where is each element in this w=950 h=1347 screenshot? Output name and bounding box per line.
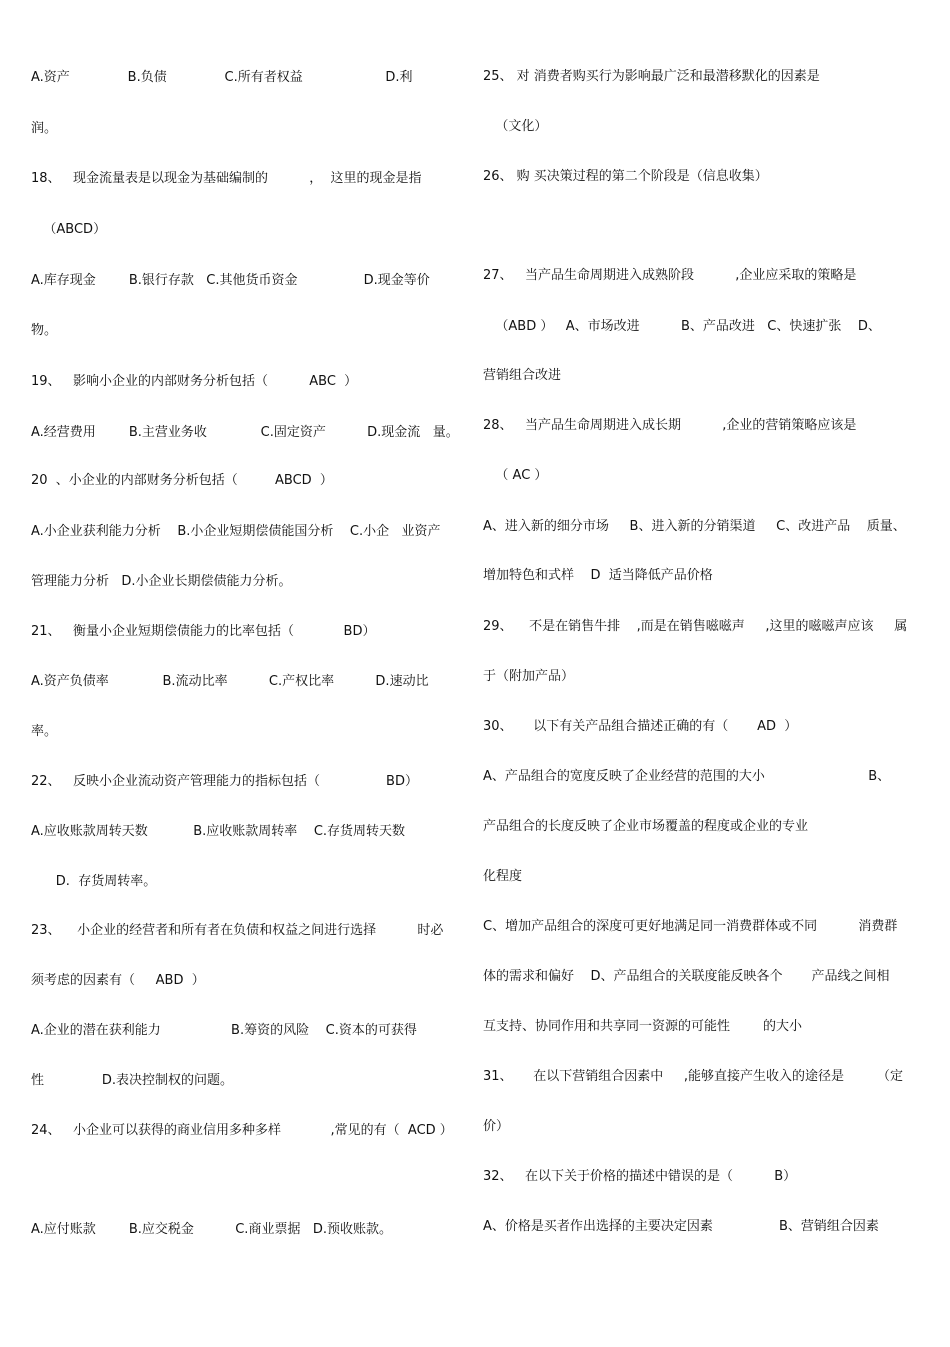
text-line: D. 存货周转率。 (31, 874, 157, 889)
text-line: 28、 当产品生命周期进入成长期 ,企业的营销策略应该是 (483, 418, 857, 433)
text-line: 化程度 (483, 869, 523, 884)
text-line: 管理能力分析 D.小企业长期偿债能力分析。 (31, 574, 292, 589)
text-line: 30、 以下有关产品组合描述正确的有（ AD ） (483, 719, 798, 734)
text-line: C、增加产品组合的深度可更好地满足同一消费群体或不同 消费群 (483, 919, 898, 934)
text-line: 体的需求和偏好 D、产品组合的关联度能反映各个 产品线之间相 (483, 969, 890, 984)
text-line: A.资产负债率 B.流动比率 C.产权比率 D.速动比 (31, 674, 429, 689)
text-line: 增加特色和式样 D 适当降低产品价格 (483, 568, 713, 583)
text-line: 23、 小企业的经营者和所有者在负债和权益之间进行选择 时必 (31, 923, 444, 938)
text-line: 18、 现金流量表是以现金为基础编制的 ， 这里的现金是指 (31, 171, 422, 186)
text-line: A.库存现金 B.银行存款 C.其他货币资金 D.现金等价 (31, 273, 430, 288)
text-line: 24、 小企业可以获得的商业信用多种多样 ,常见的有（ ACD ） (31, 1123, 453, 1138)
text-line: A、产品组合的宽度反映了企业经营的范围的大小 B、 (483, 769, 891, 784)
text-line: 22、 反映小企业流动资产管理能力的指标包括（ BD） (31, 774, 418, 789)
text-line: 19、 影响小企业的内部财务分析包括（ ABC ） (31, 374, 358, 389)
text-line: （ABCD） (31, 222, 107, 237)
text-line: 营销组合改进 (483, 368, 562, 383)
text-line: A.小企业获利能力分析 B.小企业短期偿债能国分析 C.小企 业资产 (31, 524, 441, 539)
text-line: 产品组合的长度反映了企业市场覆盖的程度或企业的专业 (483, 819, 809, 834)
text-line: 性 D.表决控制权的问题。 (31, 1073, 233, 1088)
text-line: A.经营费用 B.主营业务收 C.固定资产 D.现金流 量。 (31, 425, 459, 440)
text-line: 价） (483, 1119, 510, 1134)
text-line: 20 、小企业的内部财务分析包括（ ABCD ） (31, 473, 333, 488)
text-line: A.应收账款周转天数 B.应收账款周转率 C.存货周转天数 (31, 824, 406, 839)
text-line: A.资产 B.负债 C.所有者权益 D.利 (31, 70, 413, 85)
text-line: 31、 在以下营销组合因素中 ,能够直接产生收入的途径是 （定 (483, 1069, 904, 1084)
text-line: 于（附加产品） (483, 669, 575, 684)
text-line: （ AC ） (483, 468, 548, 483)
text-line: 32、 在以下关于价格的描述中错误的是（ B） (483, 1169, 797, 1184)
text-line: A、价格是买者作出选择的主要决定因素 B、营销组合因素 (483, 1219, 879, 1234)
text-line: （文化） (483, 119, 548, 134)
text-line: 物。 (31, 323, 58, 338)
text-line: A.企业的潜在获利能力 B.筹资的风险 C.资本的可获得 (31, 1023, 417, 1038)
text-line: 互支持、协同作用和共享同一资源的可能性 的大小 (483, 1019, 803, 1034)
text-line: （ABD ） A、市场改进 B、产品改进 C、快速扩张 D、 (483, 319, 881, 334)
text-line: 27、 当产品生命周期进入成熟阶段 ,企业应采取的策略是 (483, 268, 857, 283)
text-line: 须考虑的因素有（ ABD ） (31, 973, 205, 988)
text-line: 26、 购 买决策过程的第二个阶段是（信息收集） (483, 169, 768, 184)
text-line: 21、 衡量小企业短期偿债能力的比率包括（ BD） (31, 624, 376, 639)
text-line: A、进入新的细分市场 B、进入新的分销渠道 C、改进产品 质量、 (483, 519, 906, 534)
text-line: 25、 对 消费者购买行为影响最广泛和最潜移默化的因素是 (483, 69, 820, 84)
text-line: 润。 (31, 121, 58, 136)
text-line: A.应付账款 B.应交税金 C.商业票据 D.预收账款。 (31, 1222, 392, 1237)
text-line: 率。 (31, 724, 58, 739)
text-line: 29、 不是在销售牛排 ,而是在销售嗞嗞声 ,这里的嗞嗞声应该 属 (483, 619, 908, 634)
